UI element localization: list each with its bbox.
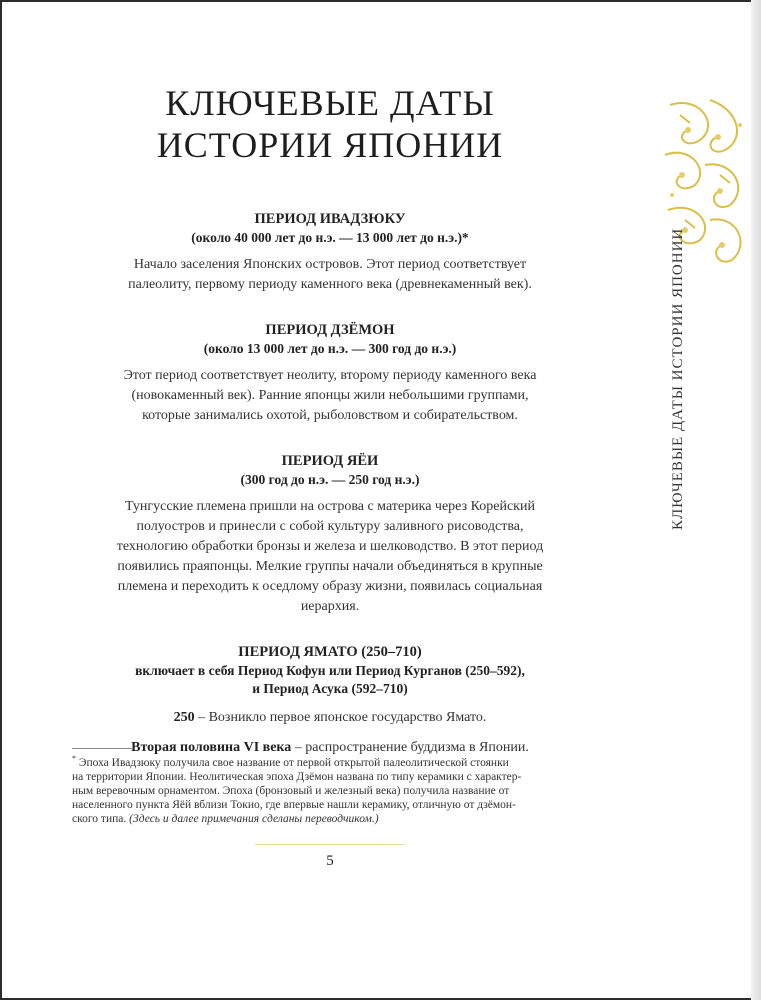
footer-divider xyxy=(255,844,405,845)
translator-note: (Здесь и далее примечания сделаны переводчиком.) xyxy=(129,812,379,825)
period-subperiods: и Период Асука (592–710) xyxy=(252,681,408,696)
period-heading: ПЕРИОД ЯЁИ xyxy=(281,453,379,469)
period-heading: ПЕРИОД ИВАДЗЮКУ xyxy=(254,211,406,227)
period-dates: (около 40 000 лет до н.э. — 13 000 лет до н.э.)* xyxy=(191,230,469,245)
period-dates: (около 13 000 лет до н.э. — 300 год до н.э.) xyxy=(203,341,457,356)
period-section-yayoi xyxy=(70,452,590,617)
event-date: Вторая половина VI века xyxy=(131,740,292,755)
footnote-rule xyxy=(72,748,132,749)
period-subperiods: включает в себя Период Кофун или Период Курганов (250–592), xyxy=(135,663,525,678)
period-section-dzyomon xyxy=(70,321,590,426)
footnote: * Эпоха Ивадзюку получила свое название от первой открытой палеолитической стоянки на территории Японии. Неолитическая эпоха Дзёмон названа по типу керамики с характер- ным веревочным орнаментом. Эпоха (бронзовый и железный века) получила название от населенного пункта Яёй вблизи Токио, где впервые нашли керамику, отличную от дзёмон- ского типа. (Здесь и далее примечания сделаны переводчиком.) xyxy=(72,748,602,826)
title-line-2: ИСТОРИИ ЯПОНИИ xyxy=(156,125,504,165)
period-description: Начало заселения Японских островов. Этот период соответствует палеолиту, первому периоду каменного века (древнекаменный век). xyxy=(128,257,532,292)
page-title xyxy=(80,82,580,166)
footnote-marker: * xyxy=(72,754,76,763)
period-heading: ПЕРИОД ДЗЁМОН xyxy=(265,322,395,338)
event-item xyxy=(70,708,590,728)
period-section-yamato xyxy=(70,643,590,758)
period-section-ivadzyuku xyxy=(70,210,590,295)
event-date: 250 xyxy=(173,710,195,725)
period-description: Этот период соответствует неолиту, второму периоду каменного века (новокаменный век). Ранние японцы жили небольшими группами, которые занимались охотой, рыболовством и собирательством. xyxy=(123,368,537,423)
page-number: 5 xyxy=(326,853,334,869)
timeline-content xyxy=(70,210,590,758)
side-running-header: КЛЮЧЕВЫЕ ДАТЫ ИСТОРИИ ЯПОНИИ xyxy=(670,227,686,530)
page-edge xyxy=(751,0,761,1000)
period-heading: ПЕРИОД ЯМАТО (250–710) xyxy=(238,644,422,660)
event-text: – Возникло первое японское государство Ямато. xyxy=(194,710,487,725)
period-description: Тунгусские племена пришли на острова с материка через Корейский полуостров и принесли с собой культуру заливного рисоводства, технологию обработки бронзы и железа и шелководство. В этот период появились праяпонцы. Мелкие группы начали объединяться в крупные племена и переходить к оседлому образу жизни, появилась социальная иерархия. xyxy=(116,499,544,614)
title-line-1: КЛЮЧЕВЫЕ ДАТЫ xyxy=(165,83,495,123)
event-text: – распространение буддизма в Японии. xyxy=(291,740,529,755)
period-dates: (300 год до н.э. — 250 год н.э.) xyxy=(240,472,420,487)
